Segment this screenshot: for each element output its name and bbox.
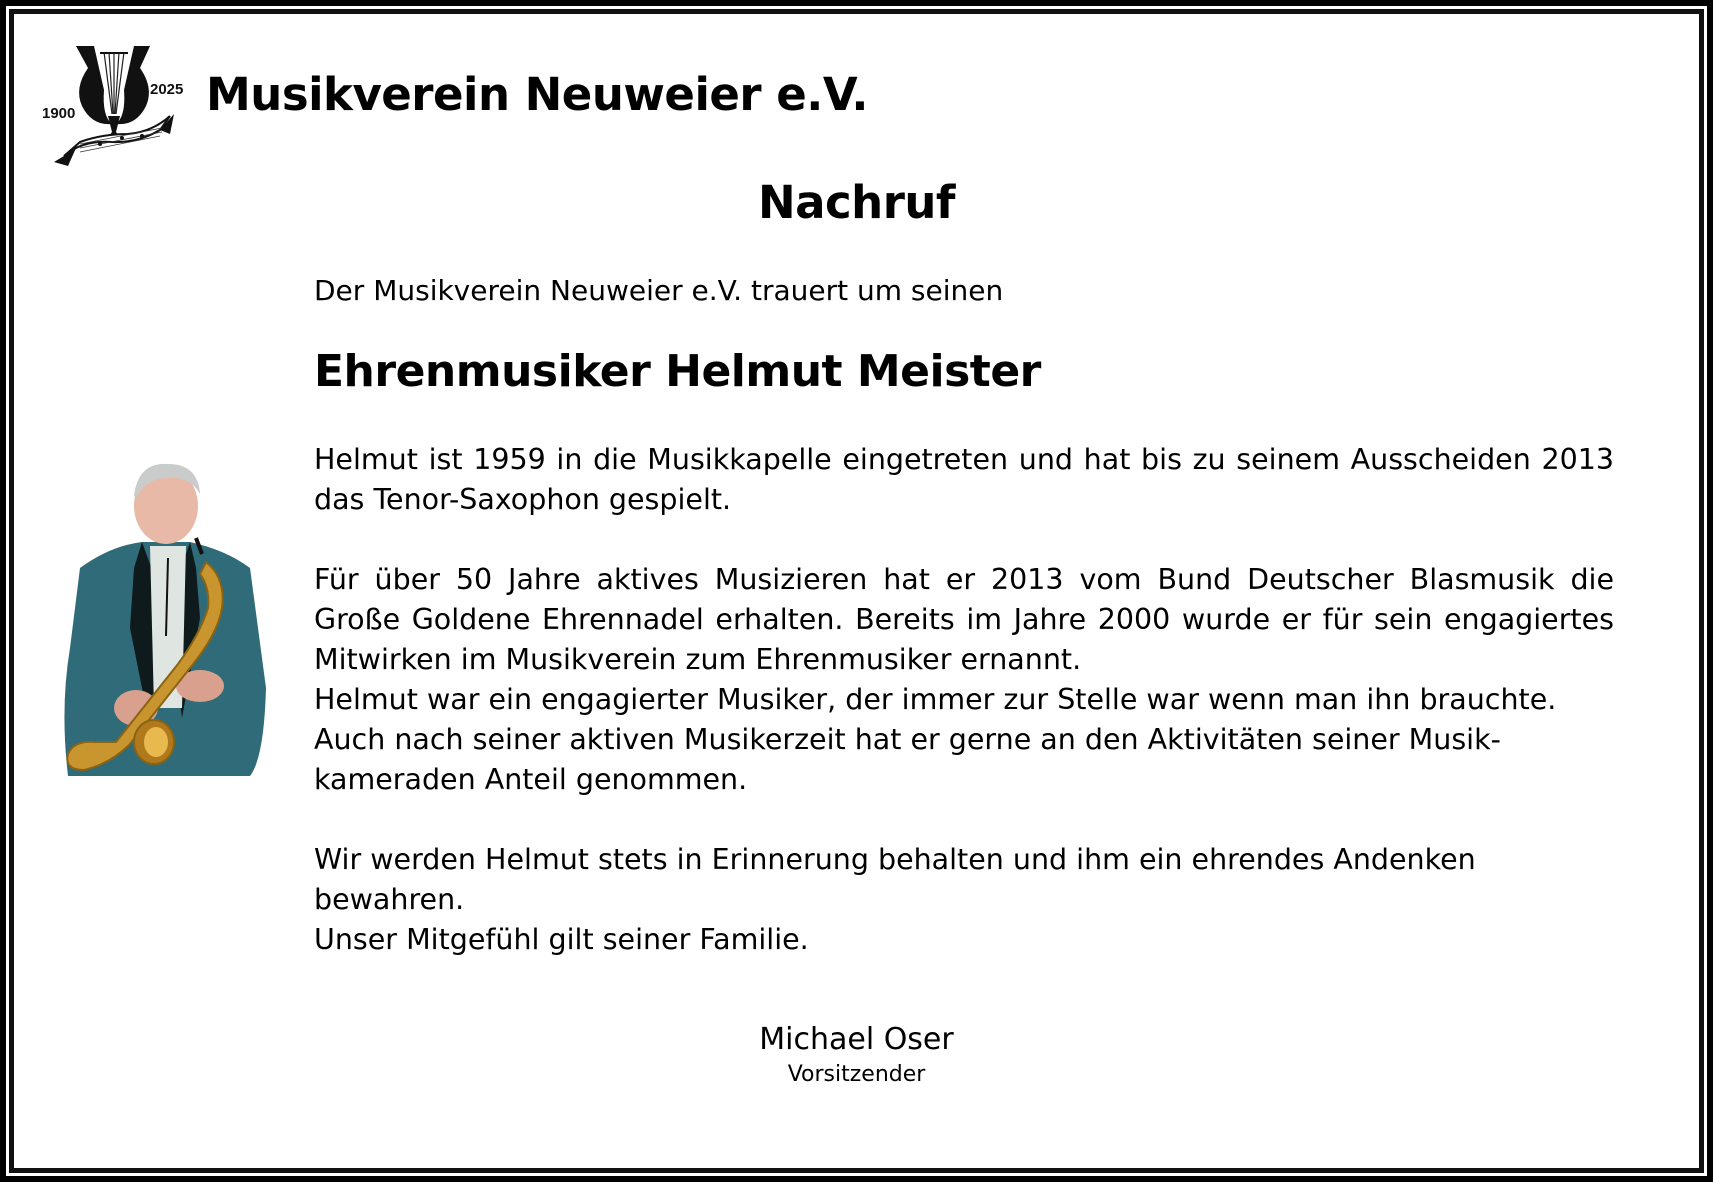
honoree-name: Ehrenmusiker Helmut Meister <box>314 346 1041 397</box>
paragraph-honors: Für über 50 Jahre aktives Musizieren hat er 2013 vom Bund Deutscher Blasmusik die Große Goldene Ehrennadel erhalten. Bereits im Jahre 2000 wurde er für sein engagiertes Mitwirken im Musikverein zum Ehrenmusiker ernannt. <box>314 563 1614 676</box>
portrait-image <box>50 458 278 778</box>
svg-text:2025: 2025 <box>150 81 184 98</box>
signature-role: Vorsitzender <box>787 1062 926 1087</box>
paragraph-after-career: Auch nach seiner aktiven Musikerzeit hat er gerne an den Aktivitäten seiner Musik-kameraden Anteil genommen. <box>314 723 1501 796</box>
intro-text: Der Musikverein Neuweier e.V. trauert um seinen <box>314 274 1004 307</box>
page-title: Nachruf <box>757 176 956 229</box>
paragraph-condolence: Unser Mitgefühl gilt seiner Familie. <box>314 923 809 956</box>
paragraph-engagement: Helmut war ein engagierter Musiker, der immer zur Stelle war wenn man ihn brauchte. <box>314 683 1557 716</box>
signature-name: Michael Oser <box>759 1022 954 1057</box>
lyre-logo-icon <box>42 44 192 168</box>
svg-text:1900: 1900 <box>42 105 76 122</box>
paragraph-membership: Helmut ist 1959 in die Musikkapelle eingetreten und hat bis zu seinem Ausscheiden 2013 das Tenor-Saxophon gespielt. <box>314 443 1614 516</box>
paragraph-remembrance: Wir werden Helmut stets in Erinnerung behalten und ihm ein ehrendes Andenken bewahren. <box>314 843 1476 916</box>
portrait-photo <box>50 458 278 778</box>
paragraph-spacer <box>314 520 1614 560</box>
club-logo <box>42 44 192 168</box>
obituary-body <box>314 440 1614 960</box>
organization-name: Musikverein Neuweier e.V. <box>206 68 868 121</box>
paragraph-spacer <box>314 800 1614 840</box>
